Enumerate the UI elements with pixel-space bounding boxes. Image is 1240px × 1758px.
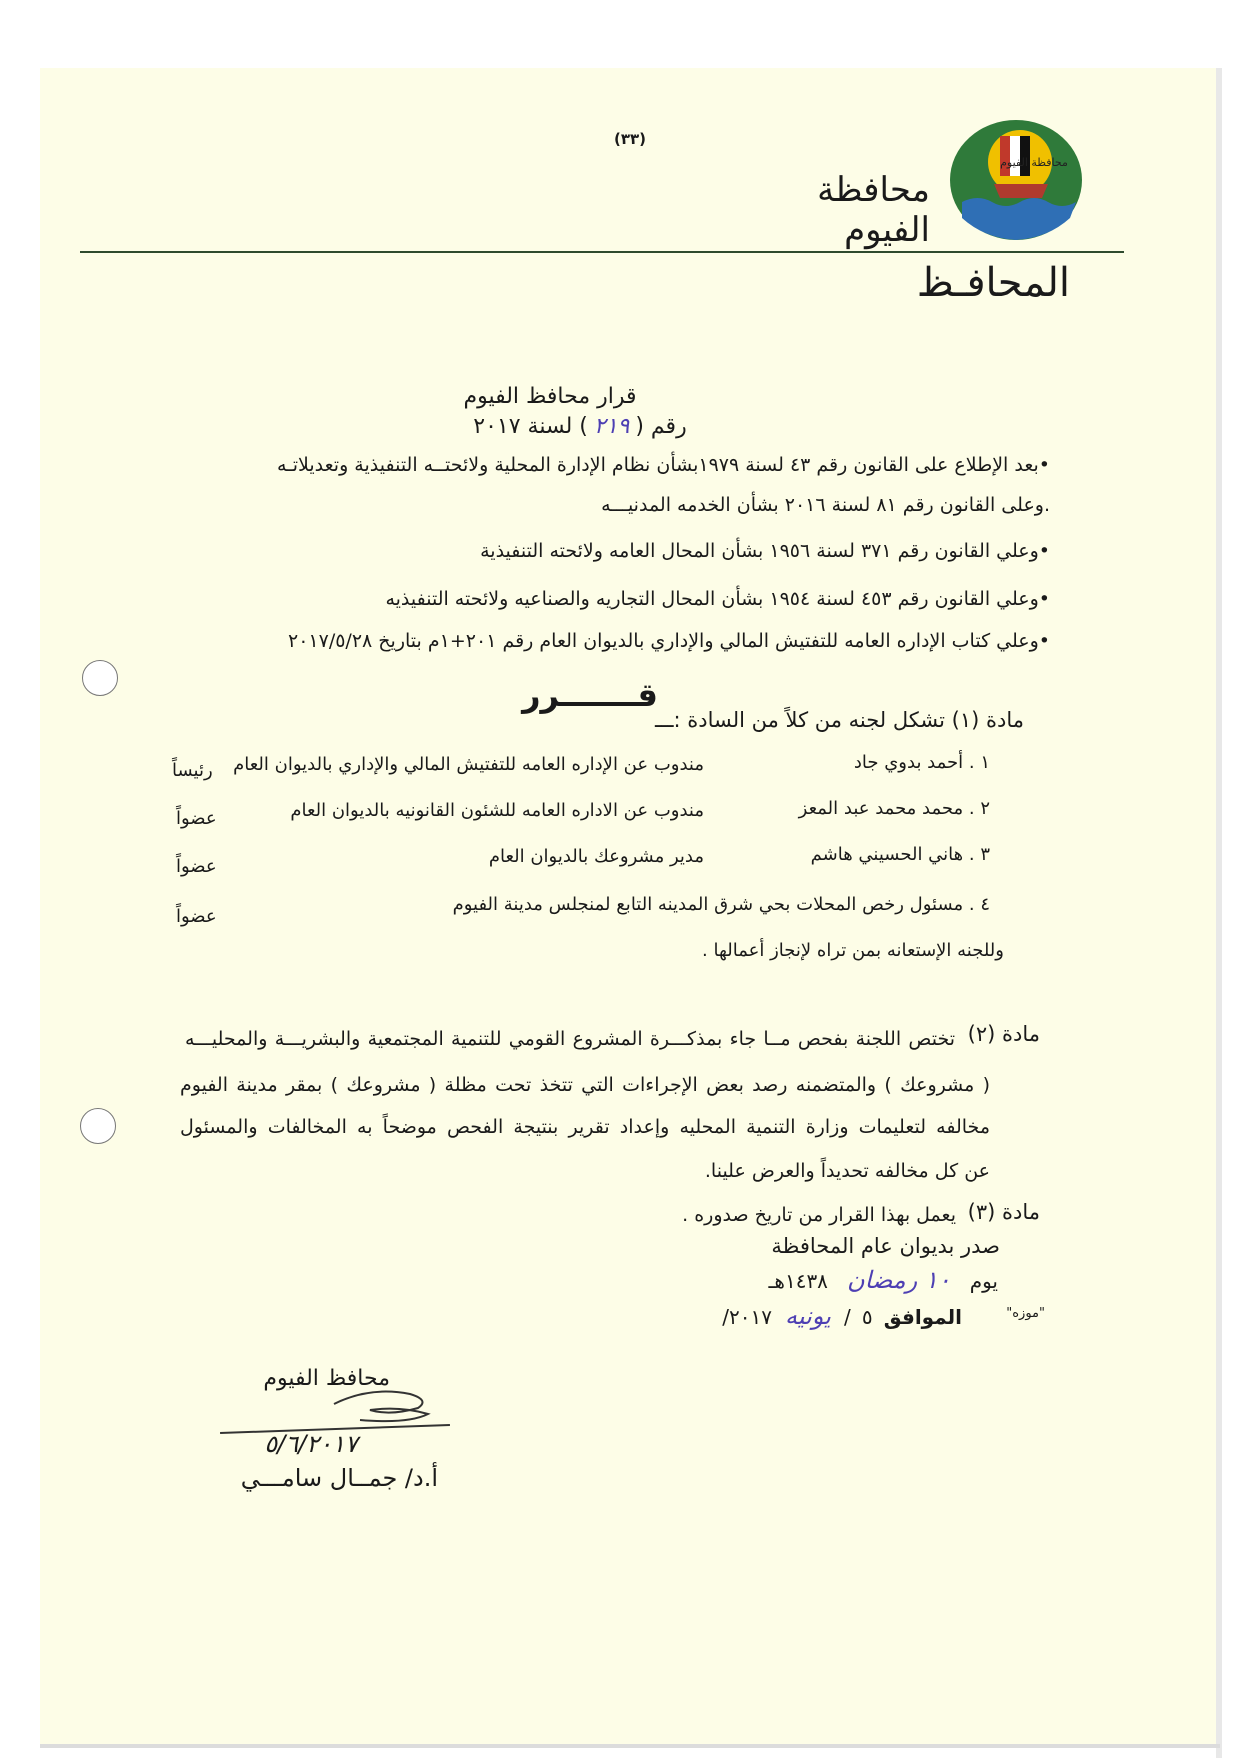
gregorian-date-row: الموافق ٥ / يونيه ٢٠١٧/	[722, 1302, 962, 1330]
handwritten-month: يونيه	[785, 1302, 831, 1330]
article-2-label: مادة (٢)	[967, 1022, 1040, 1046]
member-role: رئيساً	[172, 760, 213, 781]
member-role: عضواً	[176, 906, 217, 927]
page-edge-bottom	[40, 1744, 1220, 1748]
member-role: عضواً	[176, 808, 217, 829]
hijri-year: ١٤٣٨هـ	[768, 1269, 828, 1293]
governorate-name: محافظة الفيوم	[817, 170, 930, 250]
preamble-line: •بعد الإطلاع على القانون رقم ٤٣ لسنة ١٩٧٩بشأن نظام الإدارة المحلية ولائحتــه التنفيذية وتعديلاتـه	[276, 454, 1050, 476]
article-1-note: وللجنه الإستعانه بمن تراه لإنجاز أعمالها .	[702, 940, 1004, 961]
greg-day: ٥	[861, 1305, 873, 1329]
header-divider	[80, 251, 1124, 253]
member-name: ١ . أحمد بدوي جاد	[853, 752, 990, 773]
signature-title: محافظ الفيوم	[263, 1366, 390, 1391]
member-capacity: مندوب عن الاداره العامه للشئون القانونيه بالديوان العام	[290, 800, 704, 821]
decision-number: رقم (٢١٩) لسنة ٢٠١٧	[473, 414, 687, 439]
office-title: المحافـظ	[916, 260, 1070, 306]
governorate-logo	[948, 118, 1084, 242]
day-label: يوم	[969, 1269, 998, 1293]
hijri-date-row	[578, 1266, 998, 1300]
svg-text:محافظة الفيوم: محافظة الفيوم	[1000, 156, 1068, 169]
handwritten-number: ٢١٩	[593, 414, 630, 439]
issued-at: صدر بديوان عام المحافظة	[771, 1234, 1000, 1258]
punch-hole	[82, 660, 118, 696]
article-3-text: يعمل بهذا القرار من تاريخ صدوره .	[682, 1204, 956, 1226]
preamble-line: •وعلي القانون رقم ٤٥٣ لسنة ١٩٥٤ بشأن المحال التجاريه والصناعيه ولائحته التنفيذيه	[385, 588, 1050, 610]
margin-note: "موزه"	[1006, 1306, 1045, 1321]
signatory-name: أ.د/ جمــال سامـــي	[240, 1464, 438, 1492]
signature-handwritten-date: ٥/٦/٢٠١٧	[264, 1430, 358, 1458]
punch-hole	[80, 1108, 116, 1144]
member-capacity: مدير مشروعك بالديوان العام	[488, 846, 704, 867]
decision-title: قرار محافظ الفيوم	[463, 384, 637, 409]
member-capacity: مندوب عن الإداره العامه للتفتيش المالي والإداري بالديوان العام	[233, 754, 704, 775]
member-name: ٤ . مسئول رخص المحلات بحي شرق المدينه التابع لمنجلس مدينة الفيوم	[452, 894, 990, 915]
article-2-line: مخالفه لتعليمات وزارة التنمية المحليه وإعداد تقرير بنتيجة الفحص موضحاً به المخالفات والمسئول	[180, 1116, 990, 1138]
handwritten-hijri: ١٠ رمضان	[847, 1266, 951, 1294]
signature-mark	[330, 1380, 440, 1430]
preamble-line: •وعلي القانون رقم ٣٧١ لسنة ١٩٥٦ بشأن المحال العامه ولائحته التنفيذية	[480, 540, 1050, 562]
member-name: ٢ . محمد محمد عبد المعز	[798, 798, 990, 819]
preamble-line: .وعلى القانون رقم ٨١ لسنة ٢٠١٦ بشأن الخدمه المدنيـــه	[601, 494, 1050, 516]
article-1-label: مادة (١) تشكل لجنه من كلاً من السادة :ـــ	[655, 708, 1024, 732]
article-2-line: ( مشروعك ) والمتضمنه رصد بعض الإجراءات التي تتخذ تحت مظلة ( مشروعك ) بمقر مدينة الفيوم	[180, 1074, 990, 1096]
page-number: (٣٣)	[613, 130, 647, 148]
member-role: عضواً	[176, 856, 217, 877]
article-2-line: تختص اللجنة بفحص مــا جاء بمذكـــرة المشروع القومي للتنمية المجتمعية والبشريـــة والمحليـــه	[185, 1028, 955, 1050]
article-3-label: مادة (٣)	[967, 1200, 1040, 1224]
corresponding-label: الموافق	[883, 1305, 962, 1329]
member-name: ٣ . هاني الحسيني هاشم	[810, 844, 990, 865]
decree-heading: قـــــــرر	[522, 676, 658, 714]
preamble-line: •وعلي كتاب الإداره العامه للتفتيش المالي والإداري بالديوان العام رقم ٢٠١+١م بتاريخ ٢٠١٧/٥/٢٨	[288, 630, 1050, 652]
greg-year: ٢٠١٧/	[722, 1305, 772, 1329]
article-2-line: عن كل مخالفه تحديداً والعرض علينا.	[704, 1160, 990, 1182]
page-edge	[1216, 68, 1222, 1758]
